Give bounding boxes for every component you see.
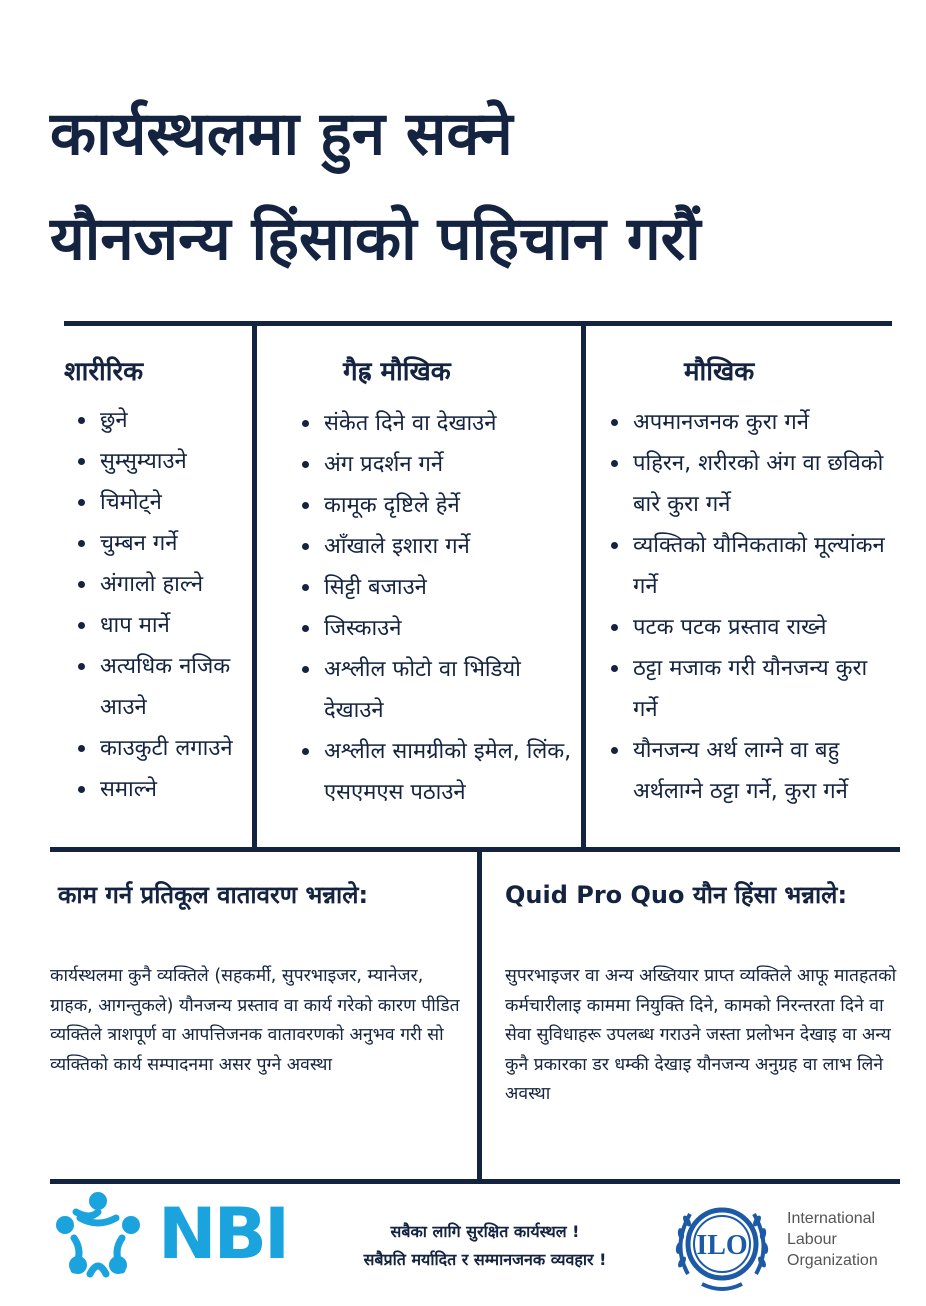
list-item: अश्लील फोटो वा भिडियो देखाउने	[298, 649, 576, 731]
section-body-hostile-environment: कार्यस्थलमा कुनै व्यक्तिले (सहकर्मी, सुपरभाइजर, म्यानेजर, ग्राहक, आगन्तुकले) यौनजन्य प्रस्ताव वा कार्य गरेको कारण पीडित व्यक्तिले त्राशपूर्ण वा आपत्तिजनक वातावरणको अनुभव गरी सो व्यक्तिको कार्य सम्पादनमा असर पुग्ने अवस्था	[50, 966, 460, 1075]
list-item: पहिरन, शरीरको अंग वा छविको बारे कुरा गर्ने	[607, 443, 897, 525]
list-verbal	[607, 402, 897, 812]
list-item: सुम्सुम्याउने	[74, 441, 254, 482]
bottom-rule	[50, 1179, 900, 1184]
list-item: संकेत दिने वा देखाउने	[298, 403, 576, 444]
column-heading-verbal: मौखिक	[684, 357, 755, 387]
list-item: यौनजन्य अर्थ लाग्ने वा बहु अर्थलाग्ने ठट्टा गर्ने, कुरा गर्ने	[607, 730, 897, 812]
nbi-logo	[50, 1188, 300, 1284]
list-item: सिट्टी बजाउने	[298, 567, 576, 608]
section-heading-quid-pro-quo: Quid Pro Quo यौन हिंसा भन्नाले:	[505, 881, 848, 909]
title-line-2: यौनजन्य हिंसाको पहिचान गरौं	[50, 204, 701, 274]
section-body-quid-pro-quo: सुपरभाइजर वा अन्य अख्तियार प्राप्त व्यक्तिले आफू मातहतको कर्मचारीलाइ काममा नियुक्ति दिने, कामको निरन्तरता दिने वा सेवा सुविधाहरू उपलब्ध गराउने जस्ता प्रलोभन देखाइ वा अन्य कुनै प्रकारका डर धम्की देखाइ यौनजन्य अनुग्रह वा लाभ लिने अवस्था	[505, 966, 897, 1104]
ilo-name-line-3: Organization	[787, 1252, 878, 1269]
ilo-emblem-text: ILO	[696, 1230, 748, 1261]
list-item: काउकुटी लगाउने	[74, 728, 254, 769]
slogan-line-1: सबैका लागि सुरक्षित कार्यस्थल !	[390, 1222, 580, 1241]
list-item: व्यक्तिको यौनिकताको मूल्यांकन गर्ने	[607, 525, 897, 607]
column-heading-nonverbal: गैह्र मौखिक	[343, 357, 451, 387]
column-heading-physical: शारीरिक	[64, 357, 144, 387]
list-physical	[74, 400, 254, 810]
list-item: छुने	[74, 400, 254, 441]
list-item: अत्यधिक नजिक आउने	[74, 646, 254, 728]
list-item: कामूक दृष्टिले हेर्ने	[298, 485, 576, 526]
nbi-logo-text: NBI	[158, 1193, 287, 1275]
ilo-emblem-icon	[668, 1196, 776, 1296]
list-item: ठट्टा मजाक गरी यौनजन्य कुरा गर्ने	[607, 648, 897, 730]
list-item: चिमोट्ने	[74, 482, 254, 523]
slogan	[300, 1218, 670, 1274]
section-heading-hostile-environment: काम गर्न प्रतिकूल वातावरण भन्नाले:	[58, 881, 369, 909]
section-divider	[477, 852, 482, 1182]
ilo-name-line-2: Labour	[787, 1231, 837, 1248]
list-item: अंग प्रदर्शन गर्ने	[298, 444, 576, 485]
slogan-line-2: सबैप्रति मर्यादित र सम्मानजनक व्यवहार !	[363, 1250, 607, 1269]
ilo-organization-name	[787, 1208, 878, 1271]
middle-rule	[50, 847, 900, 852]
list-item: अंगालो हाल्ने	[74, 564, 254, 605]
title-line-1: कार्यस्थलमा हुन सक्ने	[50, 99, 513, 169]
people-circle-icon	[50, 1188, 146, 1284]
column-divider-2	[581, 326, 586, 850]
table-top-rule	[64, 321, 892, 326]
list-item: समाल्ने	[74, 769, 254, 810]
ilo-name-line-1: International	[787, 1210, 876, 1227]
poster-title	[50, 82, 910, 292]
list-item: अपमानजनक कुरा गर्ने	[607, 402, 897, 443]
list-item: धाप मार्ने	[74, 605, 254, 646]
list-nonverbal	[298, 403, 576, 813]
list-item: पटक पटक प्रस्ताव राख्ने	[607, 607, 897, 648]
list-item: चुम्बन गर्ने	[74, 523, 254, 564]
list-item: अश्लील सामग्रीको इमेल, लिंक, एसएमएस पठाउने	[298, 731, 576, 813]
list-item: आँखाले इशारा गर्ने	[298, 526, 576, 567]
list-item: जिस्काउने	[298, 608, 576, 649]
